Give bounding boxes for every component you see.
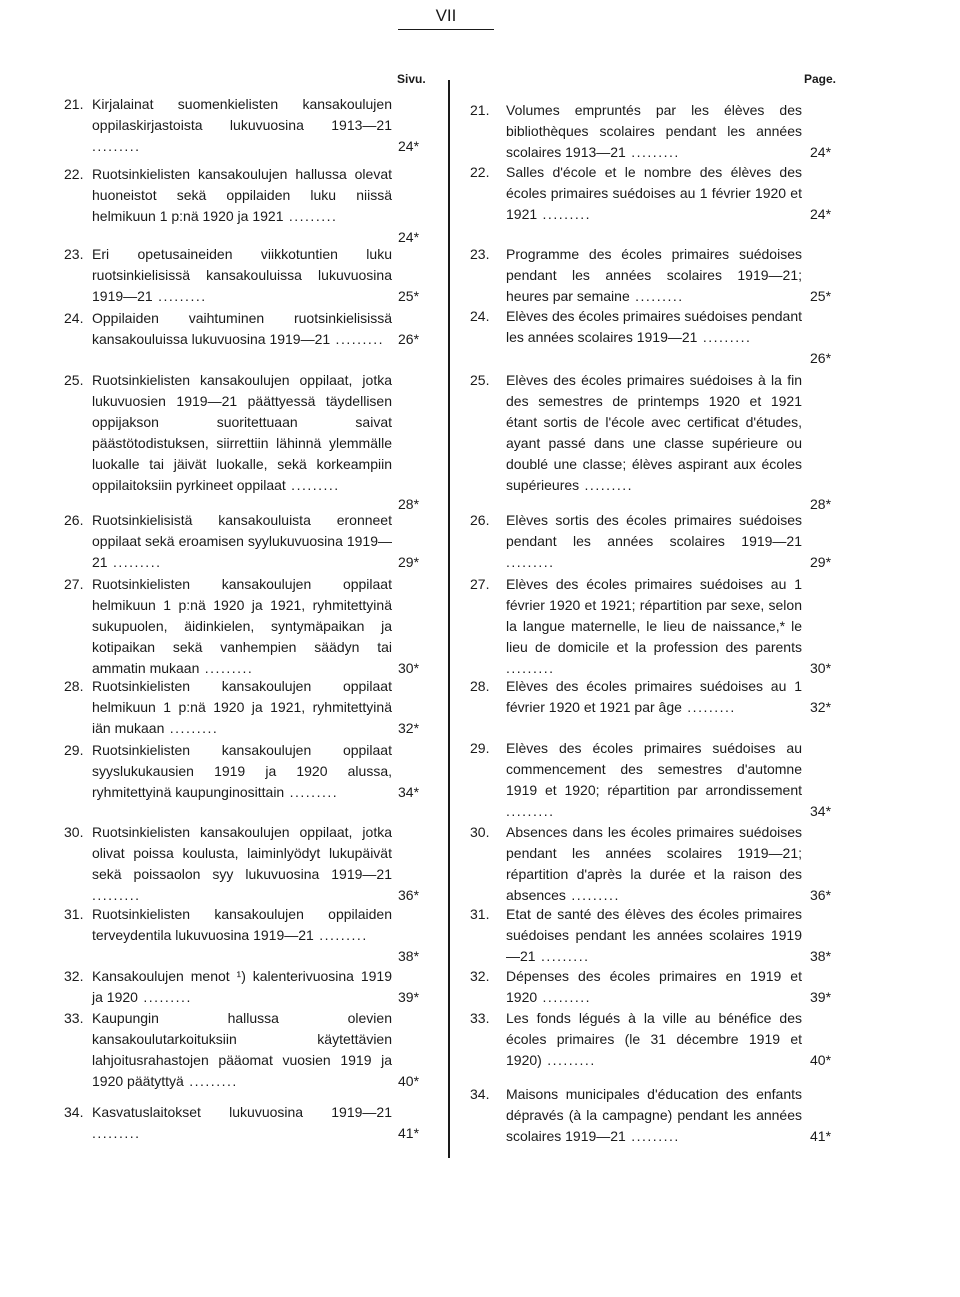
entry-number: 33. — [64, 1010, 84, 1026]
dot-leader: ......... — [541, 1052, 596, 1068]
entry-number: 28. — [64, 678, 84, 694]
dot-leader: ......... — [137, 989, 192, 1005]
entry-text: Etat de santé des élèves des écoles primaires suédoises pendant les années scolaires 1919—21 ......... — [506, 906, 802, 964]
entry-page: 25* — [398, 288, 420, 304]
entry-number: 32. — [470, 968, 490, 984]
dot-leader: ......... — [681, 699, 736, 715]
dot-leader: ......... — [625, 144, 680, 160]
page-number: VII — [398, 6, 494, 30]
dot-leader: ......... — [92, 1125, 141, 1141]
dot-leader: ......... — [283, 208, 338, 224]
entry-number: 25. — [470, 372, 490, 388]
entry-number: 34. — [64, 1104, 84, 1120]
entry-page: 34* — [810, 803, 832, 819]
entry-page: 34* — [398, 784, 420, 800]
entry-number: 32. — [64, 968, 84, 984]
dot-leader: ......... — [537, 206, 592, 222]
entry-number: 21. — [64, 96, 84, 112]
entry-text: Volumes empruntés par les élèves des bibliothèques scolaires pendant les années scolaires 1913—21 ......... — [506, 102, 802, 160]
entry-page: 38* — [810, 948, 832, 964]
entry-number: 30. — [470, 824, 490, 840]
entry-text: Eri opetusaineiden viikkotuntien luku ruotsinkielisissä kansakouluissa lukuvuosina 1919—21 ......... — [92, 246, 392, 304]
entry-page: 38* — [398, 948, 420, 964]
entry-number: 26. — [64, 512, 84, 528]
dot-leader: ......... — [152, 288, 207, 304]
entry-number: 25. — [64, 372, 84, 388]
entry-page: 32* — [398, 720, 420, 736]
dot-leader: ......... — [284, 784, 339, 800]
dot-leader: ......... — [92, 887, 141, 903]
entry-number: 24. — [64, 310, 84, 326]
dot-leader: ......... — [285, 477, 340, 493]
entry-page: 40* — [810, 1052, 832, 1068]
entry-number: 24. — [470, 308, 490, 324]
dot-leader: ......... — [313, 927, 368, 943]
entry-page: 39* — [810, 989, 832, 1005]
entry-number: 23. — [64, 246, 84, 262]
dot-leader: ......... — [579, 477, 634, 493]
entry-text: Ruotsinkielisten kansakoulujen oppilaat syyslukukausien 1919 ja 1920 alussa, ryhmitettyinä kaupunginosittain ......... — [92, 742, 392, 800]
entry-page: 36* — [810, 887, 832, 903]
entry-page: 26* — [810, 350, 832, 366]
dot-leader: ......... — [506, 554, 555, 570]
entry-text: Oppilaiden vaihtuminen ruotsinkielisissä kansakouluissa lukuvuosina 1919—21 ......... — [92, 310, 392, 347]
entry-text: Kansakoulujen menot ¹) kalenterivuosina 1919 ja 1920 ......... — [92, 968, 392, 1005]
header-fi: Sivu. — [397, 72, 426, 86]
dot-leader: ......... — [506, 660, 555, 676]
entry-number: 31. — [470, 906, 490, 922]
entry-number: 30. — [64, 824, 84, 840]
entry-text: Ruotsinkielisistä kansakouluista eronneet oppilaat sekä eroamisen syylukuvuosina 1919—21 ......... — [92, 512, 392, 570]
entry-text: Elèves des écoles primaires suédoises à la fin des semestres de printemps 1920 et 1921 étant sortis de l'école avec certificat d'études, ayant passé dans une classe supérieure ou doublé une classe; élèves aspirant aux écoles supérieures ......... — [506, 372, 802, 493]
entry-text: Programme des écoles primaires suédoises pendant les années scolaires 1919—21; heures par semaine ......... — [506, 246, 802, 304]
entry-page: 29* — [398, 554, 420, 570]
dot-leader: ......... — [183, 1073, 238, 1089]
entry-text: Maisons municipales d'éducation des enfants dépravés (à la campagne) pendant les années scolaires 1919—21 ......... — [506, 1086, 802, 1144]
dot-leader: ......... — [506, 803, 555, 819]
entry-number: 26. — [470, 512, 490, 528]
entry-number: 31. — [64, 906, 84, 922]
entry-text: Elèves des écoles primaires suédoises au 1 février 1920 et 1921; répartition par sexe, selon la langue maternelle, le lieu de naissance,* le lieu de domicile et la profession des parents ......... — [506, 576, 802, 676]
entry-page: 30* — [810, 660, 832, 676]
dot-leader: ......... — [565, 887, 620, 903]
entry-page: 41* — [810, 1128, 832, 1144]
entry-page: 25* — [810, 288, 832, 304]
entry-text: Ruotsinkielisten kansakoulujen oppilaat helmikuun 1 p:nä 1920 ja 1921, ryhmitettyinä sukupuolen, äidinkielen, syntymäpaikan ja kotipaikan sekä vanhempien säädyn tai ammatin mukaan ......... — [92, 576, 392, 676]
entry-text: Elèves des écoles primaires suédoises pendant les années scolaires 1919—21 ......... — [506, 308, 802, 345]
entry-number: 23. — [470, 246, 490, 262]
column-divider — [448, 80, 450, 1158]
entry-page: 36* — [398, 887, 420, 903]
dot-leader: ......... — [330, 331, 385, 347]
entry-page: 24* — [810, 144, 832, 160]
entry-number: 22. — [64, 166, 84, 182]
dot-leader: ......... — [164, 720, 219, 736]
entry-page: 24* — [398, 138, 420, 154]
entry-number: 27. — [64, 576, 84, 592]
entry-number: 21. — [470, 102, 490, 118]
entry-text: Salles d'école et le nombre des élèves des écoles primaires suédoises au 1 février 1920 et 1921 ......... — [506, 164, 802, 222]
entry-page: 24* — [398, 229, 420, 245]
entry-text: Elèves sortis des écoles primaires suédoises pendant les années scolaires 1919—21 ......... — [506, 512, 802, 570]
entry-page: 40* — [398, 1073, 420, 1089]
entry-page: 41* — [398, 1125, 420, 1141]
entry-text: Kirjalainat suomenkielisten kansakoulujen oppilaskirjastoista lukuvuosina 1913—21 ......... — [92, 96, 392, 154]
header-fr: Page. — [804, 72, 837, 86]
entry-text: Ruotsinkielisten kansakoulujen oppilaat helmikuun 1 p:nä 1920 ja 1921, ryhmitettyinä iän mukaan ......... — [92, 678, 392, 736]
entry-page: 28* — [398, 496, 420, 512]
entry-page: 30* — [398, 660, 420, 676]
entry-number: 29. — [470, 740, 490, 756]
dot-leader: ......... — [537, 989, 592, 1005]
dot-leader: ......... — [697, 329, 752, 345]
dot-leader: ......... — [199, 660, 254, 676]
entry-page: 24* — [810, 206, 832, 222]
dot-leader: ......... — [625, 1128, 680, 1144]
entry-number: 34. — [470, 1086, 490, 1102]
entry-text: Ruotsinkielisten kansakoulujen oppilaiden terveydentila lukuvuosina 1919—21 ......... — [92, 906, 392, 943]
entry-page: 39* — [398, 989, 420, 1005]
entry-text: Elèves des écoles primaires suédoises au commencement des semestres d'automne 1919 et 1920; répartition par arrondissement ......... — [506, 740, 802, 819]
entry-text: Les fonds légués à la ville au bénéfice des écoles primaires (le 31 décembre 1919 et 1920) ......... — [506, 1010, 802, 1068]
entry-text: Ruotsinkielisten kansakoulujen hallussa olevat huoneistot sekä oppilaiden luku niissä helmikuun 1 p:nä 1920 ja 1921 ......... — [92, 166, 392, 224]
entry-text: Absences dans les écoles primaires suédoises pendant les années scolaires 1919—21; répartition d'après la durée et la raison des absences ......... — [506, 824, 802, 903]
entry-number: 28. — [470, 678, 490, 694]
entry-text: Ruotsinkielisten kansakoulujen oppilaat, jotka olivat poissa koulusta, laiminlyödyt lukupäivät sekä poissaolon syy lukuvuosina 1919—21 ......... — [92, 824, 392, 903]
entry-text: Ruotsinkielisten kansakoulujen oppilaat, jotka lukuvuosien 1919—21 päättyessä täydellisen oppijakson suoritettuaan saivat päästötodistuksen, siirrettiin lähinnä ylemmälle luokalle tai jäivät luokalle, sekä korkeampiin oppilaitoksiin pyrkineet oppilaat ......... — [92, 372, 392, 493]
dot-leader: ......... — [629, 288, 684, 304]
entry-page: 29* — [810, 554, 832, 570]
entry-text: Kasvatuslaitokset lukuvuosina 1919—21 ......... — [92, 1104, 392, 1141]
dot-leader: ......... — [107, 554, 162, 570]
entry-number: 27. — [470, 576, 490, 592]
entry-text: Elèves des écoles primaires suédoises au 1 février 1920 et 1921 par âge ......... — [506, 678, 802, 715]
entry-page: 28* — [810, 496, 832, 512]
dot-leader: ......... — [92, 138, 141, 154]
dot-leader: ......... — [535, 948, 590, 964]
entry-number: 29. — [64, 742, 84, 758]
entry-page: 26* — [398, 331, 420, 347]
entry-text: Dépenses des écoles primaires en 1919 et 1920 ......... — [506, 968, 802, 1005]
entry-page: 32* — [810, 699, 832, 715]
entry-number: 22. — [470, 164, 490, 180]
entry-number: 33. — [470, 1010, 490, 1026]
entry-text: Kaupungin hallussa olevien kansakoulutarkoituksiin käytettävien lahjoitusrahastojen pääomat vuosien 1919 ja 1920 päätyttyä ......... — [92, 1010, 392, 1089]
